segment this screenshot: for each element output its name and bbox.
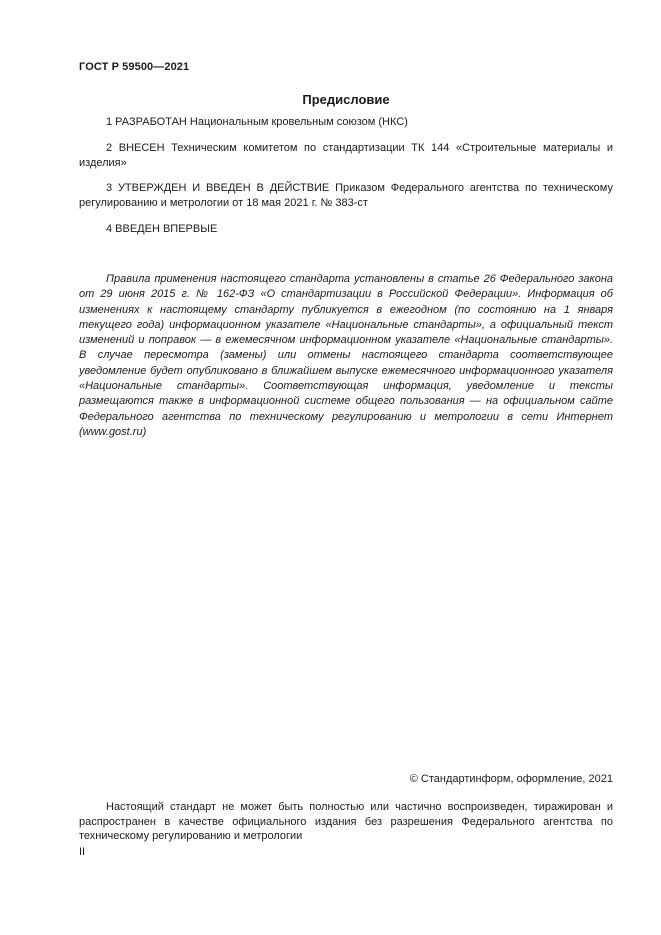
copyright-line: © Стандартинформ, оформление, 2021 (409, 773, 613, 785)
foreword-item-1: 1 РАЗРАБОТАН Национальным кровельным союзом (НКС) (106, 116, 408, 128)
page-number: II (79, 846, 86, 858)
foreword-item-3: 3 УТВЕРЖДЕН И ВВЕДЕН В ДЕЙСТВИЕ Приказом Федерального агентства по техническому регулированию и метрологии от 18 мая 2021 г. № 383-ст (79, 182, 613, 209)
document-code-header: ГОСТ Р 59500—2021 (79, 61, 190, 73)
application-rules-note: Правила применения настоящего стандарта установлены в статье 26 Федерального закона от 29 июня 2015 г. № 162-ФЗ «О стандартизации в Российской Федерации». Информация об изменениях к настоящему стандарту публикуется в ежегодном (по состоянию на 1 января текущего года) информационном указателе «Национальные стандарты», а официальный текст изменений и поправок — в ежемесячном информационном указателе «Национальные стандарты». В случае пересмотра (замены) или отмены настоящего стандарта соответствующее уведомление будет опубликовано в ближайшем выпуске ежемесячного информационного указателя «Национальные стандарты». Соответствующая информация, уведомление и тексты размещаются также в информационной системе общего пользования — на официальном сайте Федерального агентства по техническому регулированию и метрологии в сети Интернет (www.gost.ru) (79, 273, 613, 438)
reproduction-notice: Настоящий стандарт не может быть полностью или частично воспроизведен, тиражирован и распространен в качестве официального издания без разрешения Федерального агентства по техническому регулированию и метрологии (79, 801, 613, 842)
foreword-item-2: 2 ВНЕСЕН Техническим комитетом по стандартизации ТК 144 «Строительные материалы и изделия» (79, 142, 613, 169)
foreword-title: Предисловие (302, 92, 390, 107)
foreword-item-4: 4 ВВЕДЕН ВПЕРВЫЕ (106, 223, 218, 235)
